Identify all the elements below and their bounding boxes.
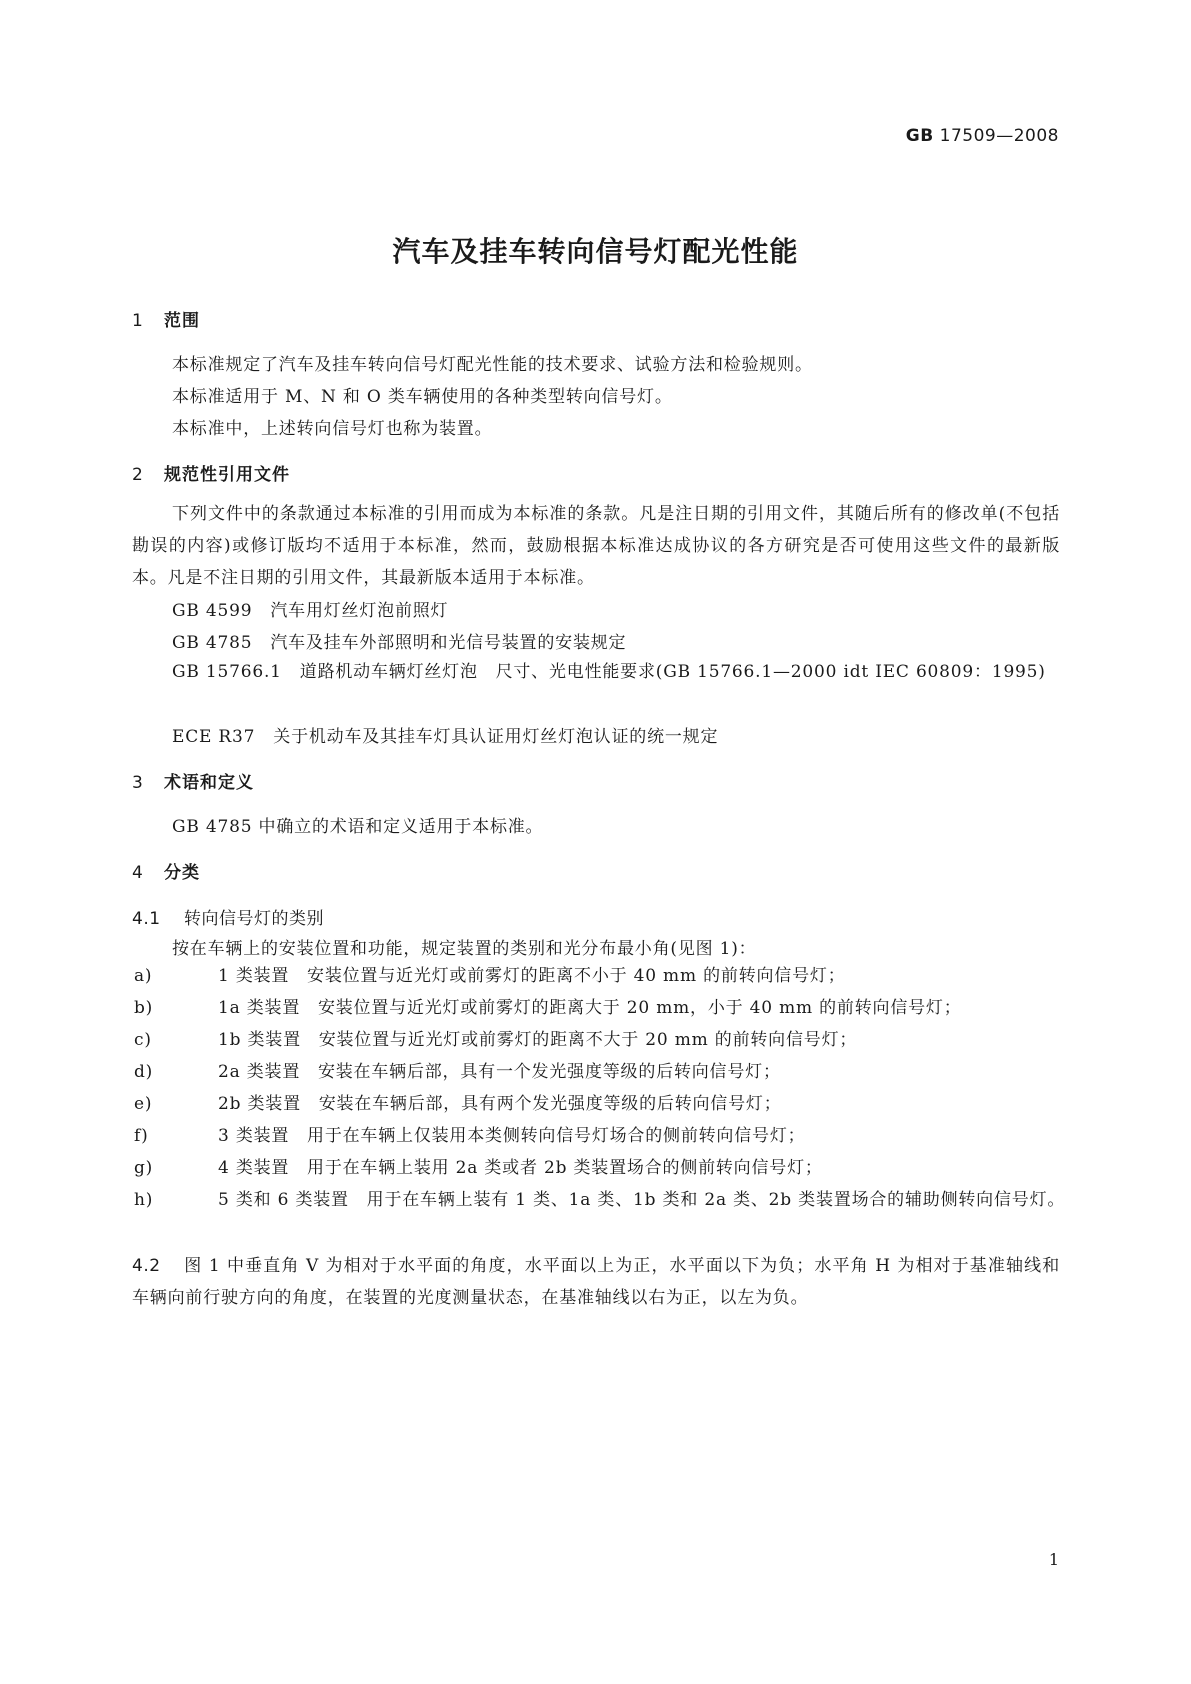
list-text: 2b 类装置 安装在车辆后部，具有两个发光强度等级的后转向信号灯；: [218, 1094, 782, 1114]
reference-code: GB 15766.1: [172, 662, 282, 682]
subsection-number: 4.2: [132, 1256, 161, 1276]
list-item: [134, 992, 1102, 1024]
reference-item: [172, 722, 718, 747]
reference-code: GB 4785: [172, 633, 253, 653]
section-number: 1: [132, 311, 144, 331]
section-number: 3: [132, 773, 144, 793]
section-title: 术语和定义: [164, 773, 254, 793]
list-marker: h): [134, 1190, 154, 1210]
paragraph: 本标准规定了汽车及挂车转向信号灯配光性能的技术要求、试验方法和检验规则。: [172, 355, 813, 375]
subsection-4-1-heading: [132, 904, 324, 929]
list-marker: d): [134, 1062, 154, 1082]
subsection-title: 转向信号灯的类别: [184, 909, 324, 929]
paragraph: GB 4785 中确立的术语和定义适用于本标准。: [172, 817, 544, 837]
references-intro: 下列文件中的条款通过本标准的引用而成为本标准的条款。凡是注日期的引用文件，其随后所有的修改单(不包括勘误的内容)或修订版均不适用于本标准，然而，鼓励根据本标准达成协议的各方研究是否可使用这些文件的最新版本。凡是不注日期的引用文件，其最新版本适用于本标准。: [132, 504, 1060, 588]
list-item: [134, 1024, 1102, 1056]
list-text: 5 类和 6 类装置 用于在车辆上装有 1 类、1a 类、1b 类和 2a 类、2b 类装置场合的辅助侧转向信号灯。: [218, 1190, 1066, 1210]
section-3-heading: [132, 768, 254, 793]
paragraph: 本标准适用于 M、N 和 O 类车辆使用的各种类型转向信号灯。: [172, 387, 673, 407]
reference-code: ECE R37: [172, 727, 256, 747]
list-text: 1a 类装置 安装位置与近光灯或前雾灯的距离大于 20 mm，小于 40 mm 的前转向信号灯；: [218, 998, 962, 1018]
page-number: 1: [1048, 1550, 1059, 1569]
standard-number: [906, 126, 1059, 146]
list-item: [134, 1056, 1102, 1088]
section-title: 规范性引用文件: [164, 465, 290, 485]
list-item: [134, 1184, 1102, 1216]
reference-title: 关于机动车及其挂车灯具认证用灯丝灯泡认证的统一规定: [273, 727, 719, 747]
list-item: [134, 1088, 1102, 1120]
list-marker: c): [134, 1030, 152, 1050]
subsection-4-2: [132, 1250, 1060, 1314]
reference-code: GB 4599: [172, 601, 253, 621]
section-4-heading: [132, 858, 200, 883]
section-number: 2: [132, 465, 144, 485]
section-title: 分类: [164, 863, 200, 883]
list-marker: g): [134, 1158, 154, 1178]
paragraph: 按在车辆上的安装位置和功能，规定装置的类别和光分布最小角(见图 1)：: [172, 939, 757, 959]
section-title: 范围: [164, 311, 200, 331]
reference-title: 道路机动车辆灯丝灯泡 尺寸、光电性能要求(GB 15766.1—2000 idt IEC 60809：1995): [299, 662, 1046, 682]
list-text: 3 类装置 用于在车辆上仅装用本类侧转向信号灯场合的侧前转向信号灯；: [218, 1126, 806, 1146]
list-item: [134, 1120, 1102, 1152]
list-text: 1b 类装置 安装位置与近光灯或前雾灯的距离不大于 20 mm 的前转向信号灯；: [218, 1030, 858, 1050]
list-text: 2a 类装置 安装在车辆后部，具有一个发光强度等级的后转向信号灯；: [218, 1062, 781, 1082]
reference-title: 汽车用灯丝灯泡前照灯: [270, 601, 449, 621]
standard-code: 17509—2008: [939, 126, 1059, 146]
list-marker: f): [134, 1126, 149, 1146]
paragraph: 本标准中，上述转向信号灯也称为装置。: [172, 419, 493, 439]
list-marker: e): [134, 1094, 153, 1114]
list-marker: b): [134, 998, 154, 1018]
section-number: 4: [132, 863, 144, 883]
reference-item: [172, 628, 626, 653]
document-title: 汽车及挂车转向信号灯配光性能: [392, 235, 799, 268]
list-item: [134, 960, 1102, 992]
reference-title: 汽车及挂车外部照明和光信号装置的安装规定: [270, 633, 627, 653]
section-1-heading: [132, 306, 200, 331]
standard-prefix: GB: [905, 126, 934, 146]
list-item: [134, 1152, 1102, 1184]
subsection-text: 图 1 中垂直角 V 为相对于水平面的角度，水平面以上为正，水平面以下为负；水平角 H 为相对于基准轴线和车辆向前行驶方向的角度，在装置的光度测量状态，在基准轴线以右为正，以左为负。: [132, 1256, 1060, 1308]
reference-item: [132, 656, 1060, 688]
reference-item: [172, 596, 448, 621]
list-text: 4 类装置 用于在车辆上装用 2a 类或者 2b 类装置场合的侧前转向信号灯；: [218, 1158, 823, 1178]
subsection-number: 4.1: [132, 909, 161, 929]
list-text: 1 类装置 安装位置与近光灯或前雾灯的距离不小于 40 mm 的前转向信号灯；: [218, 966, 846, 986]
list-marker: a): [134, 966, 153, 986]
section-2-heading: [132, 460, 290, 485]
